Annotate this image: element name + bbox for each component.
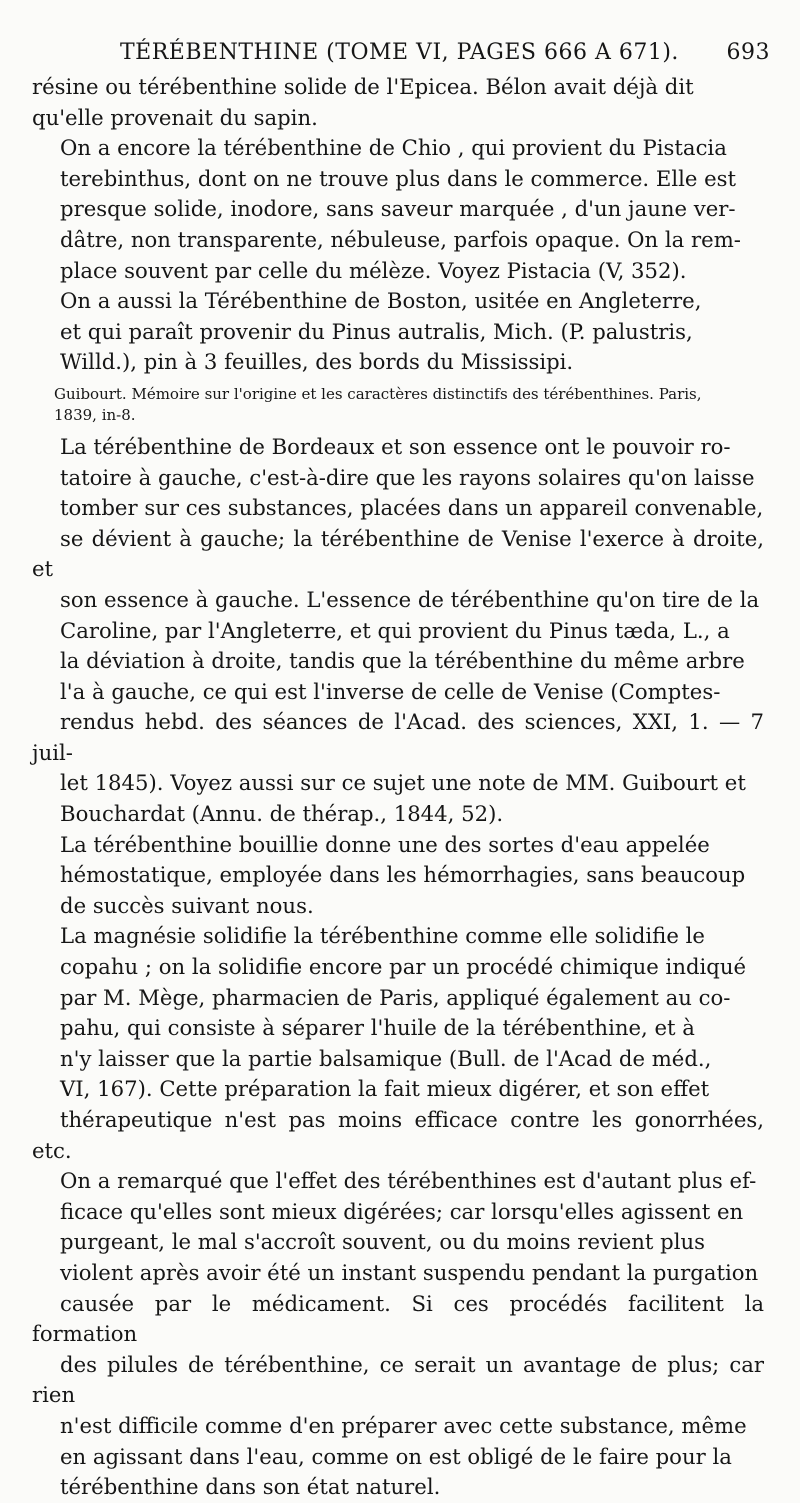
text-line: hémostatique, employée dans les hémorrhagies, sans beaucoup — [60, 862, 746, 888]
text-line: et qui paraît provenir du Pinus autralis, Mich. (P. palustris, — [60, 318, 693, 344]
paragraph-boston — [32, 286, 764, 378]
text-line: Bouchardat (Annu. de thérap., 1844, 52). — [60, 801, 504, 827]
text-line: n'y laisser que la partie balsamique (Bull. de l'Acad de méd., — [60, 1045, 712, 1071]
note-line: 1839, in-8. — [54, 405, 136, 424]
text-line: de succès suivant nous. — [60, 892, 314, 918]
paragraph-magnesie — [32, 921, 764, 1502]
text-line: On a remarqué que l'effet des térébenthines est d'autant plus ef- — [60, 1168, 757, 1194]
paragraph-epicea — [32, 72, 764, 133]
text-line: place souvent par celle du mélèze. Voyez Pistacia (V, 352). — [60, 257, 687, 283]
text-line: La térébenthine bouillie donne une des sortes d'eau appelée — [60, 831, 710, 857]
text-line: des pilules de térébenthine, ce serait un avantage de plus; car rien — [32, 1351, 764, 1408]
text-line: térébenthine dans son état naturel. — [60, 1474, 441, 1500]
text-line: se dévient à gauche; la térébenthine de Venise l'exerce à droite, et — [32, 525, 764, 582]
text-line: terebinthus, dont on ne trouve plus dans le commerce. Elle est — [60, 165, 737, 191]
text-line: en agissant dans l'eau, comme on est obligé de le faire pour la — [60, 1443, 732, 1469]
text-line: pahu, qui consiste à séparer l'huile de la térébenthine, et à — [60, 1015, 695, 1041]
text-line: tatoire à gauche, c'est-à-dire que les rayons solaires qu'on laisse — [60, 464, 755, 490]
text-line: par M. Mège, pharmacien de Paris, appliqué également au co- — [60, 984, 731, 1010]
paragraph-rotation — [32, 432, 764, 830]
text-line: purgeant, le mal s'accroît souvent, ou du moins revient plus — [60, 1229, 706, 1255]
note-line: Guibourt. Mémoire sur l'origine et les caractères distinctifs des térébenthines. Paris, — [54, 384, 702, 403]
text-line: tomber sur ces substances, placées dans un appareil convenable, — [60, 495, 764, 521]
text-line: presque solide, inodore, sans saveur marquée , d'un jaune ver- — [60, 196, 736, 222]
page-body — [32, 72, 764, 1503]
text-line: la déviation à droite, tandis que la térébenthine du même arbre — [60, 648, 745, 674]
text-line: ficace qu'elles sont mieux digérées; car lorsqu'elles agissent en — [60, 1198, 744, 1224]
text-line: résine ou térébenthine solide de l'Epicea. Bélon avait déjà dit — [32, 74, 694, 99]
reference-note — [32, 384, 764, 426]
text-line: causée par le médicament. Si ces procédés facilitent la formation — [32, 1290, 764, 1347]
text-line: n'est difficile comme d'en préparer avec cette substance, même — [60, 1412, 747, 1438]
text-line: violent après avoir été un instant suspendu pendant la purgation — [60, 1259, 759, 1285]
paragraph-hemostatique — [32, 830, 764, 922]
text-line: Willd.), pin à 3 feuilles, des bords du Mississipi. — [60, 349, 574, 375]
paragraph-chio — [32, 133, 764, 286]
running-title: TÉRÉBENTHINE (TOME VI, PAGES 666 A 671). — [120, 40, 679, 65]
text-line: l'a à gauche, ce qui est l'inverse de celle de Venise (Comptes- — [60, 678, 721, 704]
text-line: Caroline, par l'Angleterre, et qui provient du Pinus tæda, L., a — [60, 617, 730, 643]
text-line: copahu ; on la solidifie encore par un procédé chimique indiqué — [60, 954, 747, 980]
page-number: 693 — [726, 40, 770, 65]
running-header — [60, 40, 770, 70]
text-line: VI, 167). Cette préparation la fait mieux digérer, et son effet — [60, 1076, 710, 1102]
text-line: rendus hebd. des séances de l'Acad. des sciences, XXI, 1. — 7 juil- — [32, 709, 764, 765]
text-line: On a aussi la Térébenthine de Boston, usitée en Angleterre, — [60, 288, 702, 314]
text-line: thérapeutique n'est pas moins efficace contre les gonorrhées, etc. — [32, 1107, 764, 1163]
text-line: On a encore la térébenthine de Chio , qui provient du Pistacia — [60, 135, 727, 161]
text-line: son essence à gauche. L'essence de térébenthine qu'on tire de la — [60, 586, 760, 612]
text-line: La térébenthine de Bordeaux et son essence ont le pouvoir ro- — [60, 433, 731, 459]
text-line: let 1845). Voyez aussi sur ce sujet une note de MM. Guibourt et — [60, 770, 746, 796]
text-line: dâtre, non transparente, nébuleuse, parfois opaque. On la rem- — [60, 226, 741, 252]
text-line: La magnésie solidifie la térébenthine comme elle solidifie le — [60, 923, 705, 949]
text-line: qu'elle provenait du sapin. — [32, 104, 318, 130]
